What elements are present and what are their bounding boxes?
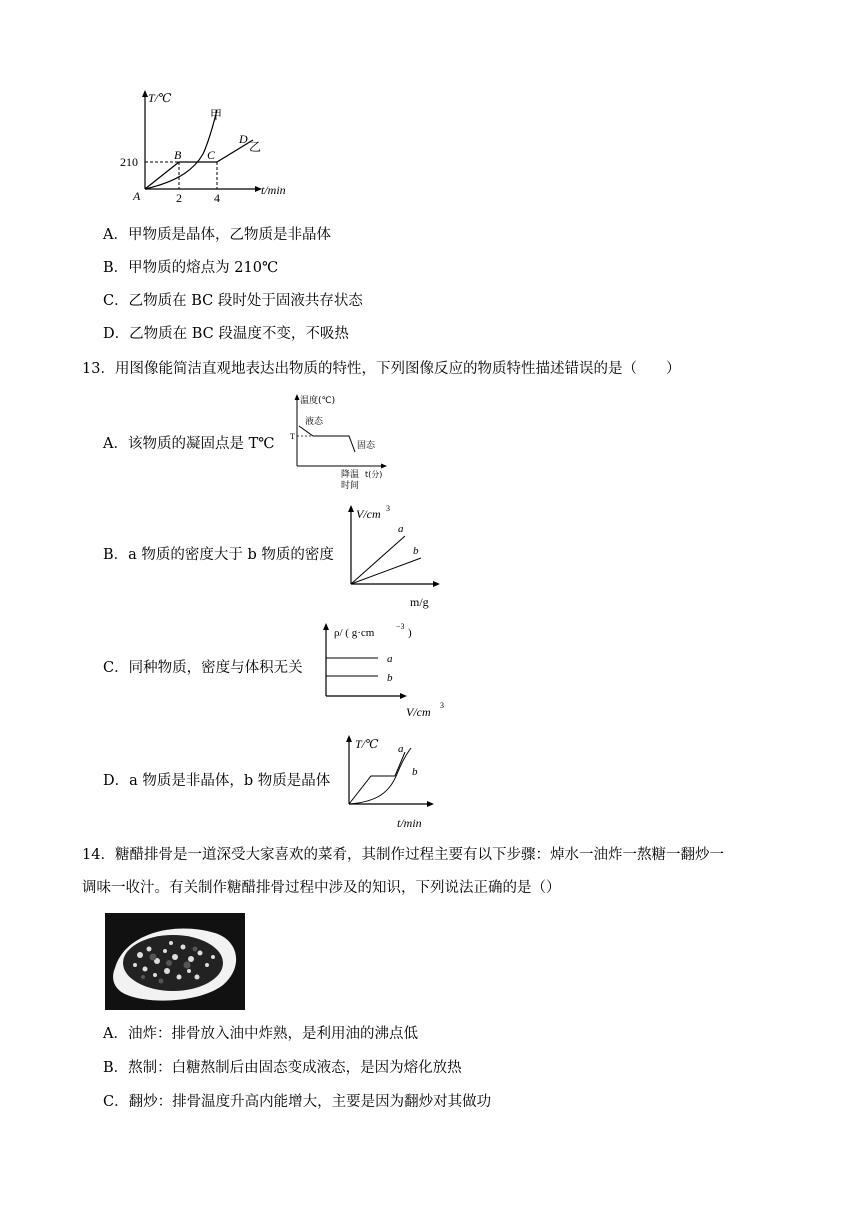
q14-option-c: C．翻炒：排骨温度升高内能增大，主要是因为翻炒对其做功 bbox=[103, 1094, 492, 1110]
sweet-sour-ribs-photo bbox=[105, 913, 245, 1010]
y-tick-210: 210 bbox=[120, 155, 138, 169]
y-axis-sup: −3 bbox=[396, 622, 405, 631]
point-a-label: A bbox=[133, 189, 141, 203]
line-a-label: a bbox=[387, 653, 393, 665]
y-axis-label: T/℃ bbox=[148, 91, 172, 105]
q13-cooling-graph bbox=[287, 390, 402, 490]
y-axis-label: ρ/ ( g·cm bbox=[334, 627, 375, 639]
x-axis-label-1: 降温 bbox=[341, 470, 360, 480]
x-unit-label: t(分) bbox=[365, 470, 383, 479]
x-axis-label: t/min bbox=[397, 816, 422, 830]
line-b-label: b bbox=[413, 545, 419, 557]
q13-density-volume-graph bbox=[318, 618, 458, 723]
point-d-label: D bbox=[239, 132, 248, 146]
q13-option-b: B．a 物质的密度大于 b 物质的密度 bbox=[103, 547, 334, 563]
line-a-label: a bbox=[398, 523, 404, 535]
y-axis-label: V/cm bbox=[356, 507, 381, 521]
t-label: T bbox=[290, 432, 295, 441]
y-axis-sup: 3 bbox=[386, 504, 390, 513]
x-axis-label: V/cm bbox=[406, 705, 431, 719]
curve-jia-label: 甲 bbox=[210, 108, 223, 122]
curve-yi-label: 乙 bbox=[249, 140, 262, 154]
q13-melting-graph bbox=[345, 730, 445, 832]
x-axis-label: t/min bbox=[261, 183, 286, 197]
x-axis-label-2: 时间 bbox=[341, 481, 360, 491]
q13-volume-mass-graph bbox=[345, 500, 445, 610]
q14-stem-line2: 调味一收汁。有关制作糖醋排骨过程中涉及的知识，下列说法正确的是（） bbox=[82, 880, 561, 896]
q12-option-b: B．甲物质的熔点为 210℃ bbox=[103, 260, 279, 276]
line-b-label: b bbox=[387, 672, 393, 684]
point-c-label: C bbox=[207, 148, 216, 162]
q13-option-a: A．该物质的凝固点是 T℃ bbox=[103, 436, 275, 452]
solid-label: 固态 bbox=[357, 441, 376, 451]
y-axis-label: 温度(℃) bbox=[300, 396, 336, 406]
q13-option-c: C．同种物质，密度与体积无关 bbox=[103, 660, 303, 676]
liquid-label: 液态 bbox=[305, 417, 324, 427]
q12-temperature-time-graph bbox=[120, 86, 300, 205]
q14-option-b: B．熬制：白糖熬制后由固态变成液态，是因为熔化放热 bbox=[103, 1060, 462, 1076]
q12-option-d: D．乙物质在 BC 段温度不变，不吸热 bbox=[103, 326, 349, 342]
q13-option-d: D．a 物质是非晶体，b 物质是晶体 bbox=[103, 773, 331, 789]
q14-option-a: A．油炸：排骨放入油中炸熟，是利用油的沸点低 bbox=[103, 1026, 418, 1042]
q14-stem-line1: 14．糖醋排骨是一道深受大家喜欢的菜肴，其制作过程主要有以下步骤：焯水一油炸一熬糖一翻炒一 bbox=[82, 847, 724, 863]
line-b-label: b bbox=[412, 766, 418, 778]
line-a-label: a bbox=[398, 743, 404, 755]
x-axis-label: m/g bbox=[410, 595, 429, 609]
y-axis-close: ) bbox=[408, 627, 412, 639]
x-axis-sup: 3 bbox=[440, 701, 444, 710]
y-axis-label: T/℃ bbox=[355, 737, 379, 751]
q13-stem: 13．用图像能简洁直观地表达出物质的特性，下列图像反应的物质特性描述错误的是（ ） bbox=[82, 361, 681, 377]
q12-option-c: C．乙物质在 BC 段时处于固液共存状态 bbox=[103, 293, 363, 309]
x-tick-4: 4 bbox=[214, 191, 220, 205]
x-tick-2: 2 bbox=[176, 191, 182, 205]
point-b-label: B bbox=[174, 148, 182, 162]
q12-option-a: A．甲物质是晶体，乙物质是非晶体 bbox=[103, 227, 331, 243]
